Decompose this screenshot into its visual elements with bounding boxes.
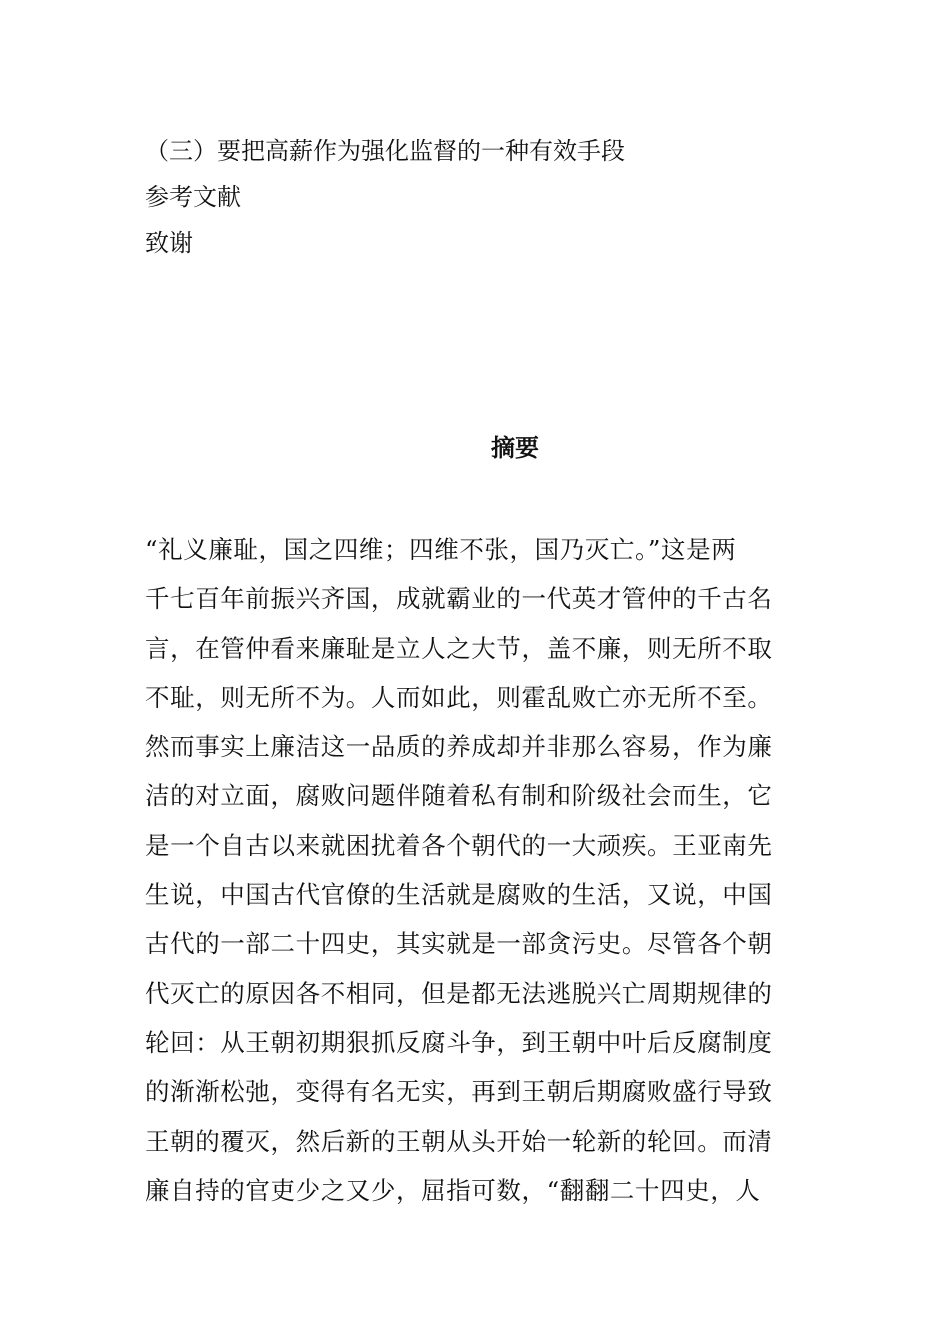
abstract-line: 千七百年前振兴齐国，成就霸业的一代英才管仲的千古名	[145, 584, 773, 614]
abstract-line: 的渐渐松弛，变得有名无实，再到王朝后期腐败盛行导致	[145, 1077, 773, 1107]
table-of-contents	[145, 128, 825, 266]
abstract-line: “礼义廉耻，国之四维；四维不张，国乃灭亡。”这是两	[145, 535, 737, 564]
abstract-line: 不耻，则无所不为。人而如此，则霍乱败亡亦无所不至。	[145, 682, 773, 712]
abstract-line: 洁的对立面，腐败问题伴随着私有制和阶级社会而生，它	[145, 781, 773, 811]
toc-item-acknowledgements: 致谢	[145, 229, 193, 257]
abstract-line: 王朝的覆灭，然后新的王朝从头开始一轮新的轮回。而清	[145, 1126, 773, 1156]
abstract-line: 轮回：从王朝初期狠抓反腐斗争，到王朝中叶后反腐制度	[145, 1027, 773, 1057]
abstract-line: 生说，中国古代官僚的生活就是腐败的生活，又说，中国	[145, 880, 773, 910]
abstract-heading: 摘要	[491, 433, 539, 462]
abstract-line: 古代的一部二十四史，其实就是一部贪污史。尽管各个朝	[145, 929, 773, 959]
abstract-line: 是一个自古以来就困扰着各个朝代的一大顽疾。王亚南先	[145, 830, 773, 860]
toc-item-references: 参考文献	[145, 183, 241, 211]
toc-item-high-salary-supervision: （三）要把高薪作为强化监督的一种有效手段	[145, 137, 625, 165]
abstract-line: 代灭亡的原因各不相同，但是都无法逃脱兴亡周期规律的	[145, 978, 773, 1008]
abstract-body	[145, 525, 810, 1215]
abstract-line: 廉自持的官吏少之又少，屈指可数，“翻翻二十四史，人	[145, 1175, 761, 1205]
abstract-line: 言，在管仲看来廉耻是立人之大节，盖不廉，则无所不取	[145, 633, 773, 663]
abstract-line: 然而事实上廉洁这一品质的养成却并非那么容易，作为廉	[145, 732, 773, 762]
